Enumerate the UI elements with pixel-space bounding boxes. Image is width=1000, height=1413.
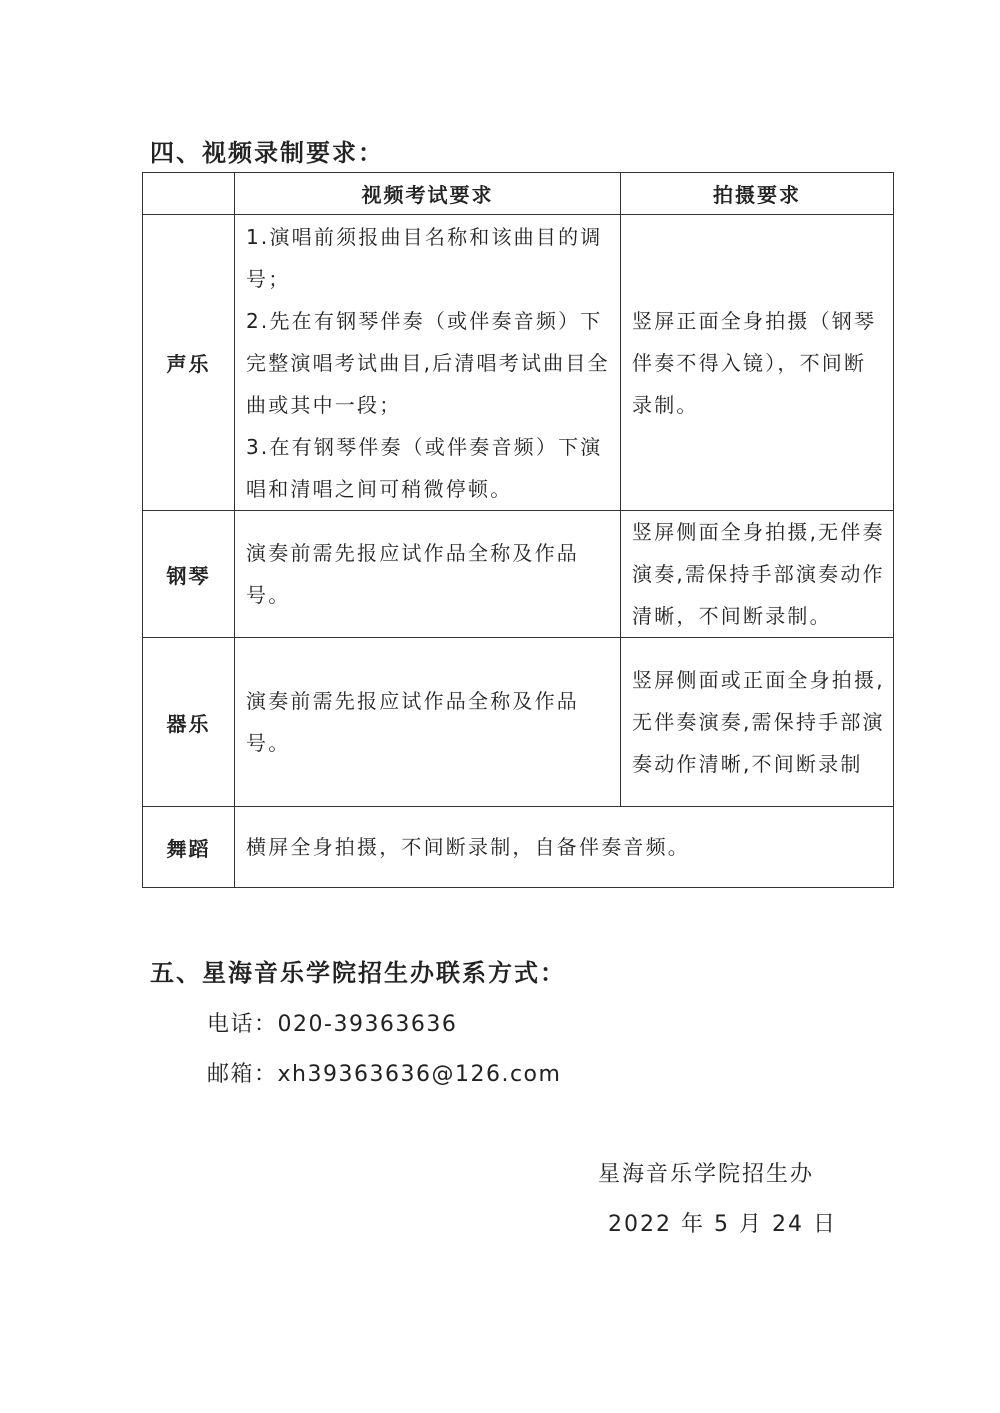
table-row-piano [143,511,894,638]
instrumental-shooting: 竖屏侧面或正面全身拍摄,无伴奏演奏,需保持手部演奏动作清晰,不间断录制 [621,638,894,807]
signature-org: 星海音乐学院招生办 [598,1162,815,1187]
phone-label: 电话： [207,1012,278,1037]
header-blank [143,173,235,215]
email-line [207,1057,561,1088]
table-row-vocal [143,215,894,511]
video-requirements-table [142,172,894,888]
table-header-row [143,173,894,215]
row-label-dance: 舞蹈 [143,807,235,888]
signature-date: 2022 年 5 月 24 日 [608,1212,837,1237]
phone-line [207,1007,457,1038]
header-shooting-requirements: 拍摄要求 [621,173,894,215]
email-label: 邮箱： [207,1062,278,1087]
header-exam-requirements: 视频考试要求 [235,173,621,215]
vocal-requirement-3: 3.在有钢琴伴奏（或伴奏音频）下演唱和清唱之间可稍微停顿。 [246,434,603,501]
vocal-shooting: 竖屏正面全身拍摄（钢琴伴奏不得入镜），不间断录制。 [621,215,894,511]
vocal-requirement-2: 2.先在有钢琴伴奏（或伴奏音频）下完整演唱考试曲目,后清唱考试曲目全曲或其中一段； [246,308,610,417]
dance-requirements: 横屏全身拍摄，不间断录制，自备伴奏音频。 [235,807,894,888]
vocal-requirements [235,215,621,511]
instrumental-requirements: 演奏前需先报应试作品全称及作品号。 [235,638,621,807]
row-label-vocal: 声乐 [143,215,235,511]
section-4-heading: 四、视频录制要求： [150,139,384,167]
table-row-instrumental [143,638,894,807]
section-5-heading: 五、星海音乐学院招生办联系方式： [150,959,566,987]
vocal-requirement-1: 1.演唱前须报曲目名称和该曲目的调号； [246,224,603,291]
phone-number: 020-39363636 [277,1012,458,1037]
piano-shooting: 竖屏侧面全身拍摄,无伴奏演奏,需保持手部演奏动作清晰，不间断录制。 [621,511,894,638]
row-label-piano: 钢琴 [143,511,235,638]
piano-requirements: 演奏前需先报应试作品全称及作品号。 [235,511,621,638]
table-row-dance [143,807,894,888]
email-address: xh39363636@126.com [277,1062,562,1087]
row-label-instrumental: 器乐 [143,638,235,807]
